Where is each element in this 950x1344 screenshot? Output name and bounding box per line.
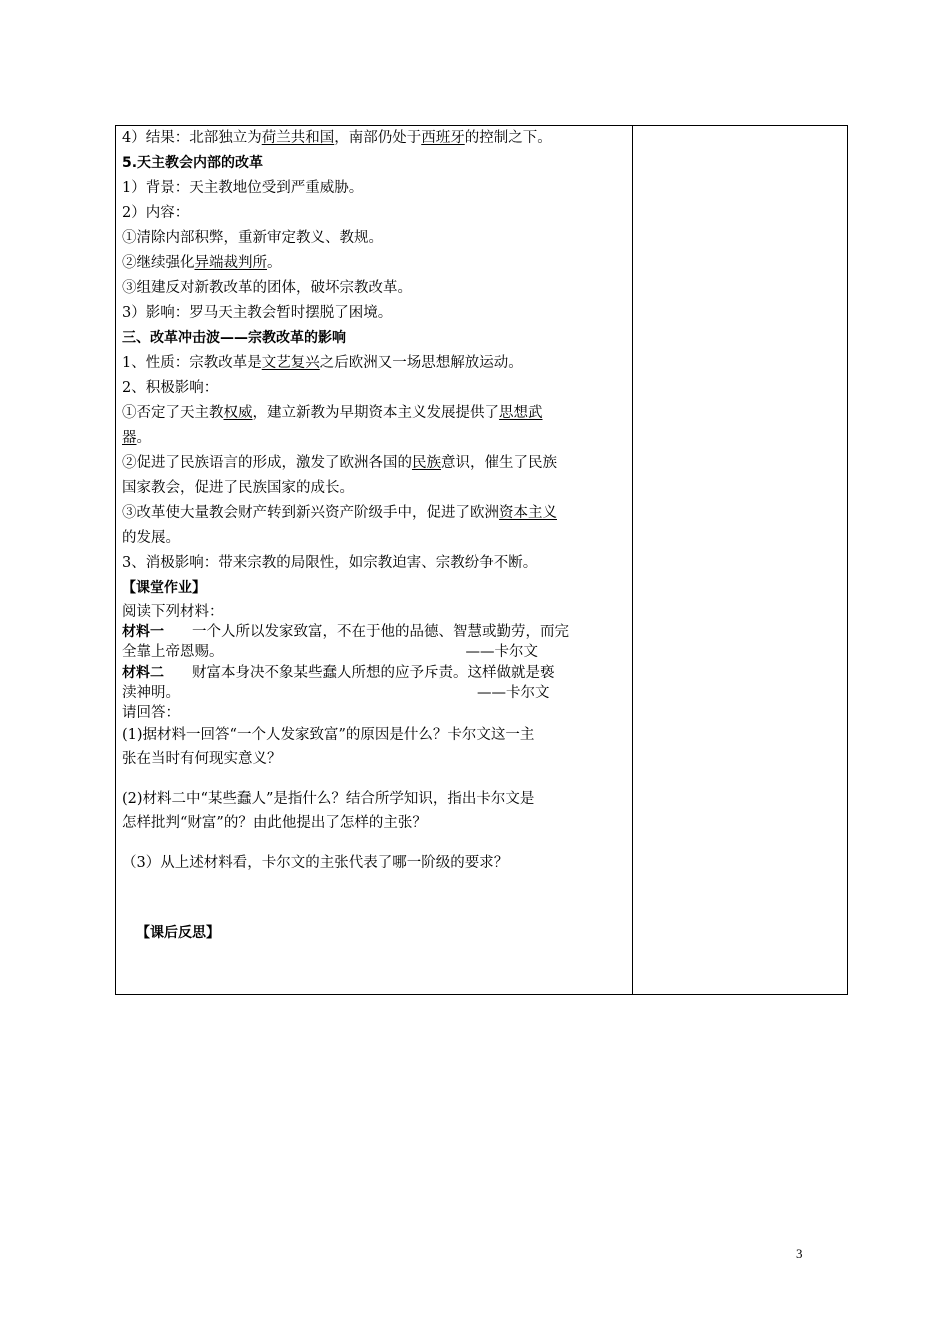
text-line: 请回答： bbox=[122, 705, 180, 721]
question-three: （3）从上述材料看，卡尔文的主张代表了哪一阶级的要求？ bbox=[122, 855, 509, 871]
material-one: 材料一 一个人所以发家致富，不在于他的品德、智慧或勤劳，而完 bbox=[122, 624, 569, 640]
text-line: 3、消极影响：带来宗教的局限性，如宗教迫害、宗教纷争不断。 bbox=[122, 555, 538, 571]
text-line: ②继续强化异端裁判所。 bbox=[122, 255, 282, 271]
material-two-cont: 渎神明。 ——卡尔文 bbox=[122, 685, 550, 701]
material-two: 材料二 财富本身决不象某些蠢人所想的应予斥责。这样做就是亵 bbox=[122, 665, 555, 681]
text-line: 1、性质：宗教改革是文艺复兴之后欧洲又一场思想解放运动。 bbox=[122, 355, 523, 371]
text-line: 2）内容： bbox=[122, 205, 190, 221]
text-line: 的发展。 bbox=[122, 530, 180, 546]
classwork-heading: 【课堂作业】 bbox=[122, 580, 206, 596]
reflection-heading: 【课后反思】 bbox=[136, 925, 220, 941]
question-two: (2)材料二中“某些蠢人”是指什么？结合所学知识，指出卡尔文是 bbox=[122, 791, 535, 807]
text-line: ②促进了民族语言的形成，激发了欧洲各国的民族意识，催生了民族 bbox=[122, 455, 557, 471]
question-one-cont: 张在当时有何现实意义？ bbox=[122, 751, 282, 767]
page-number: 3 bbox=[796, 1246, 803, 1261]
text-line: ①否定了天主教权威，建立新教为早期资本主义发展提供了思想武 bbox=[122, 405, 543, 421]
section-heading: 三、改革冲击波——宗教改革的影响 bbox=[122, 330, 346, 346]
text-line: 国家教会，促进了民族国家的成长。 bbox=[122, 480, 354, 496]
text-line: 1）背景：天主教地位受到严重威胁。 bbox=[122, 180, 364, 196]
lesson-table bbox=[115, 125, 848, 995]
question-one: (1)据材料一回答“一个人发家致富”的原因是什么？卡尔文这一主 bbox=[122, 727, 535, 743]
text-line: ③改革使大量教会财产转到新兴资产阶级手中，促进了欧洲资本主义 bbox=[122, 505, 557, 521]
material-one-cont: 全靠上帝恩赐。 ——卡尔文 bbox=[122, 644, 538, 660]
result-line: 4）结果：北部独立为荷兰共和国，南部仍处于西班牙的控制之下。 bbox=[122, 130, 552, 146]
text-line: 3）影响：罗马天主教会暂时摆脱了困境。 bbox=[122, 305, 393, 321]
text-line: 阅读下列材料： bbox=[122, 604, 224, 620]
column-divider bbox=[632, 126, 633, 994]
text-line: 2、积极影响： bbox=[122, 380, 219, 396]
text-line: ①清除内部积弊，重新审定教义、教规。 bbox=[122, 230, 383, 246]
text-line: 器。 bbox=[122, 430, 151, 446]
text-line: ③组建反对新教改革的团体，破坏宗教改革。 bbox=[122, 280, 412, 296]
question-two-cont: 怎样批判“财富”的？由此他提出了怎样的主张？ bbox=[122, 815, 427, 831]
section-heading: 5.天主教会内部的改革 bbox=[122, 155, 264, 171]
